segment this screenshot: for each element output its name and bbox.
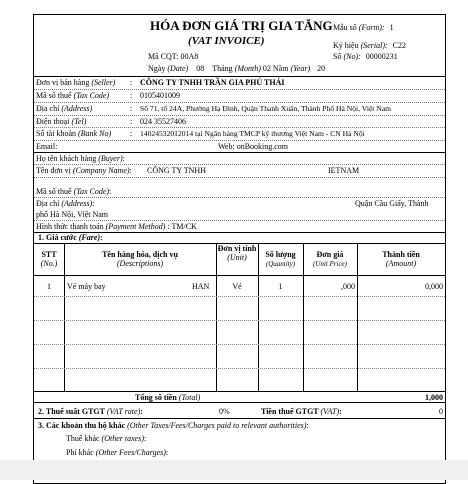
buyer-name-label: Họ tên khách hàng (Buyer): [36, 154, 125, 163]
row-divider [34, 344, 445, 345]
seller-bank-label: Số tài khoản (Bank No) [36, 129, 112, 138]
other-taxes-label: Thuế khác (Other taxes): [66, 434, 147, 443]
buyer-company-right: IETNAM [328, 166, 360, 175]
divider [34, 197, 445, 198]
seller-tax-label: Mã số thuế (Tax Code) [36, 91, 110, 100]
section-other-charges: 3. Các khoản thu hộ khác (Other Taxes/Fees/Charges paid to relevant authorities): [38, 421, 309, 430]
row-quantity: 1 [278, 282, 283, 291]
divider [34, 140, 445, 141]
viewer-bottom-bar [0, 460, 468, 480]
row-amount: 0,000 [425, 282, 443, 291]
buyer-address-label: Địa chỉ (Address): [36, 199, 95, 208]
web-label: Web: [218, 142, 235, 151]
vat-bottom [34, 418, 445, 419]
date-month-label: Tháng [212, 64, 233, 73]
row-description-right: HAN [192, 282, 210, 291]
row-divider [34, 296, 445, 297]
vat-amount: 0 [439, 407, 443, 416]
table-header-bottom [34, 275, 445, 276]
row-description: Vé máy bay [67, 282, 106, 291]
seller-name: CÔNG TY TNHH TRẦN GIA PHÚ THÁI [140, 78, 285, 87]
section-fare-label: 1. Giá cước (Fare): [38, 233, 103, 242]
buyer-company: CÔNG TY TNHH [147, 166, 206, 175]
no-label-en: (No): [343, 52, 361, 61]
row-unit: Vé [232, 282, 242, 291]
header-amount: Thành tiền (Amount) [382, 250, 420, 268]
seller-address-label: Địa chỉ (Address) [36, 104, 93, 113]
table-rows-bottom [34, 391, 445, 392]
seller-bank: 14024532012014 tại Ngân hàng TMCP kỹ thương Việt Nam - CN Hà Nội [140, 129, 365, 138]
buyer-address: Quận Cầu Giấy, Thành [355, 199, 429, 208]
buyer-address-line2: phố Hà Nội, Việt Nam [36, 210, 109, 219]
invoice-date [148, 64, 325, 73]
seller-web [218, 142, 288, 151]
payment-method: Hình thức thanh toán (Payment Method) : TM/CK [36, 222, 197, 231]
web-value: onBooking.com [236, 142, 289, 151]
date-month-label-en: (Month) [234, 64, 261, 73]
header-quantity: Số lượng (Quantity) [265, 250, 296, 268]
row-unit-price: ,000 [341, 282, 355, 291]
seller-tax: 0105401009 [140, 91, 180, 100]
seller-phone: 024 35527406 [140, 117, 186, 126]
divider [34, 164, 445, 165]
date-day-label-en: (Date) [167, 64, 189, 73]
seller-email-label: Email: [36, 142, 58, 151]
other-fees-label: Phí khác (Other Fees/Charges): [66, 448, 169, 457]
date-year-label-en: (Year) [290, 64, 311, 73]
invoice-title: HÓA ĐƠN GIÁ TRỊ GIA TĂNG [150, 18, 333, 33]
divider [34, 102, 445, 103]
divider [34, 89, 445, 90]
serial-value: C22 [392, 41, 407, 50]
seller-address: Số 71, tổ 24A, Phường Hạ Đình, Quận Thanh Xuân, Thành Phố Hà Nội, Việt Nam [140, 104, 392, 113]
payment-value: TM/CK [171, 222, 197, 231]
row-divider [34, 320, 445, 321]
buyer-tax-label: Mã số thuế (Tax Code): [36, 187, 112, 196]
form-value: 1 [389, 23, 394, 32]
divider [34, 152, 445, 153]
row-divider [34, 368, 445, 369]
no-label: Số [333, 52, 342, 61]
date-year: 20 [317, 64, 326, 73]
vat-rate-label: 2. Thuế suất GTGT (VAT rate): [38, 407, 143, 416]
date-day: 08 [196, 64, 205, 73]
no-value: 00000231 [365, 52, 398, 61]
invoice-subtitle: (VAT INVOICE) [188, 35, 265, 47]
total-label: Tổng số tiền (Total) [135, 393, 201, 402]
divider [34, 177, 445, 178]
row-no: 1 [47, 282, 51, 291]
cqt-label: Mã CQT: [148, 52, 179, 61]
header-unit: Đơn vị tính (Unit) [217, 244, 257, 262]
divider [34, 115, 445, 116]
seller-phone-label: Điện thoại (Tel) [36, 117, 87, 126]
header-description: Tên hàng hóa, dịch vụ (Descriptions) [102, 250, 178, 268]
serial-number [333, 41, 406, 50]
total-bottom [34, 402, 445, 403]
header-unit-price: Đơn giá (Unit Price) [312, 250, 347, 268]
form-label: Mẫu số [333, 23, 357, 32]
seller-name-label: Đơn vị bán hàng (Seller) [36, 78, 116, 87]
form-label-en: (Form): [358, 23, 385, 32]
serial-label-en: (Serial): [360, 41, 388, 50]
date-year-label: Năm [272, 64, 289, 73]
cqt-value: 00A8 [180, 52, 199, 61]
vat-amount-label: Tiền thuế GTGT (VAT): [261, 407, 342, 416]
date-day-label: Ngày [148, 64, 166, 73]
divider [34, 220, 445, 221]
date-month: 02 [262, 64, 271, 73]
serial-label: Ký hiệu [333, 41, 359, 50]
divider [34, 76, 445, 77]
cqt-code [148, 52, 198, 61]
form-number [333, 23, 394, 32]
divider [34, 127, 445, 128]
buyer-company-label: Tên đơn vị (Company Name): [36, 166, 132, 175]
total-value: 1,000 [425, 393, 443, 402]
header-no: STT (No.) [40, 250, 58, 268]
vat-rate: 0% [219, 407, 230, 416]
invoice-number [333, 52, 398, 61]
